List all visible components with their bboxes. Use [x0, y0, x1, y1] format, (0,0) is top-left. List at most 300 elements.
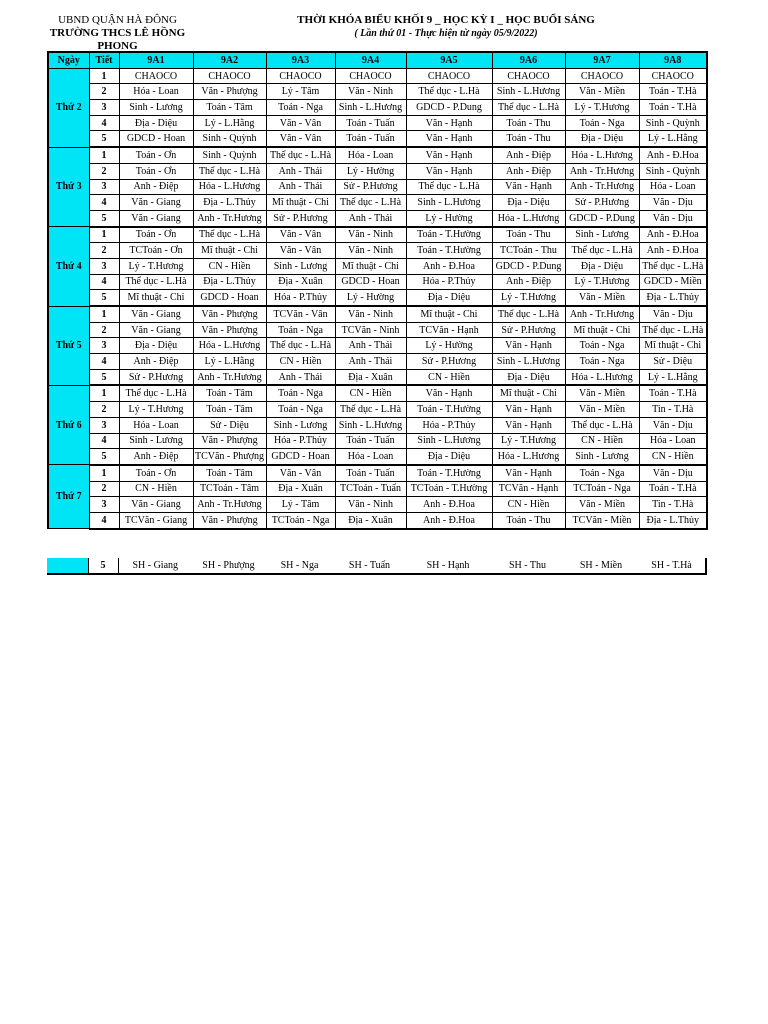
lesson-cell: Anh - Tr.Hương	[193, 497, 266, 513]
lesson-cell: Địa - Diệu	[119, 115, 193, 131]
lesson-cell: Sử - P.Hương	[565, 195, 639, 211]
lesson-cell: Sinh - Quỳnh	[193, 131, 266, 147]
lesson-cell: Lý - T.Hương	[492, 290, 565, 306]
lesson-cell: Toán - Nga	[565, 465, 639, 481]
lesson-cell: Văn - Ninh	[335, 306, 406, 322]
school-name: TRƯỜNG THCS LÊ HỒNG PHONG	[49, 27, 186, 52]
lesson-cell: Toán - Nga	[565, 338, 639, 354]
lesson-cell: Văn - Phượng	[193, 84, 266, 100]
lesson-cell: Địa - L.Thủy	[193, 274, 266, 290]
col-header-class: 9A8	[639, 52, 707, 68]
lesson-cell: Hóa - Loan	[119, 417, 193, 433]
day-cell-empty	[47, 558, 88, 574]
lesson-cell: Văn - Hạnh	[406, 163, 492, 179]
lesson-cell: Lý - T.Hương	[565, 100, 639, 116]
lesson-cell: CN - Hiền	[119, 481, 193, 497]
period-cell: 5	[89, 369, 119, 385]
lesson-cell: Toán - Nga	[565, 354, 639, 370]
lesson-cell: Anh - Điệp	[492, 274, 565, 290]
col-header-class: 9A3	[266, 52, 335, 68]
lesson-cell: Toán - Tâm	[193, 100, 266, 116]
lesson-cell: CHAOCO	[119, 68, 193, 84]
lesson-cell: Văn - Hạnh	[492, 338, 565, 354]
lesson-cell: TCToán - Nga	[266, 512, 335, 528]
lesson-cell: Toán - Tâm	[193, 465, 266, 481]
lesson-cell: Toán - Ơn	[119, 227, 193, 243]
lesson-cell: TCVăn - Ninh	[335, 322, 406, 338]
lesson-cell: Sử - P.Hương	[119, 369, 193, 385]
lesson-cell: Sinh - Quỳnh	[639, 115, 707, 131]
table-row	[48, 258, 707, 274]
lesson-cell: Sinh - L.Hương	[406, 195, 492, 211]
lesson-cell: Văn - Giang	[119, 306, 193, 322]
table-row	[48, 449, 707, 465]
lesson-cell: Toán - Ơn	[119, 147, 193, 163]
lesson-cell: Lý - T.Hương	[565, 274, 639, 290]
lesson-cell: Toán - Thu	[492, 131, 565, 147]
table-row	[48, 290, 707, 306]
period-cell: 3	[89, 179, 119, 195]
table-row	[48, 433, 707, 449]
period-cell: 2	[89, 243, 119, 259]
lesson-cell: Thể dục - L.Hà	[639, 322, 707, 338]
lesson-cell: Thể dục - L.Hà	[119, 274, 193, 290]
lesson-cell: Toán - T.Hà	[639, 84, 707, 100]
lesson-cell: CN - Hiền	[492, 497, 565, 513]
lesson-cell: Hóa - L.Hương	[492, 210, 565, 226]
lesson-cell: Văn - Giang	[119, 497, 193, 513]
lesson-cell: Văn - Dịu	[639, 210, 707, 226]
lesson-cell: Mĩ thuật - Chi	[565, 322, 639, 338]
lesson-cell: Văn - Hạnh	[406, 385, 492, 401]
lesson-cell: Sử - P.Hương	[266, 210, 335, 226]
period-cell: 3	[89, 417, 119, 433]
district-name: UBND QUẬN HÀ ĐÔNG	[58, 14, 177, 26]
header-row	[48, 52, 707, 68]
lesson-cell: Văn - Vân	[266, 465, 335, 481]
col-header-class: 9A5	[406, 52, 492, 68]
lesson-cell: TCVăn - Miền	[565, 512, 639, 528]
lesson-cell: TCToán - Tuấn	[335, 481, 406, 497]
lesson-cell: Mĩ thuật - Chi	[639, 338, 707, 354]
lesson-cell: Hóa - Loan	[639, 179, 707, 195]
lesson-cell: Văn - Giang	[119, 210, 193, 226]
lesson-cell: Văn - Phượng	[193, 306, 266, 322]
lesson-cell: Anh - Tr.Hương	[565, 163, 639, 179]
lesson-cell: Toán - T.Hường	[406, 402, 492, 418]
lesson-cell: Anh - Điệp	[492, 163, 565, 179]
lesson-cell: Sử - P.Hương	[492, 322, 565, 338]
school-header	[30, 14, 205, 53]
lesson-cell: TCToán - Nga	[565, 481, 639, 497]
lesson-cell: Địa - Diệu	[565, 131, 639, 147]
lesson-cell: TCVăn - Phượng	[193, 449, 266, 465]
lesson-cell: Văn - Phượng	[193, 512, 266, 528]
lesson-cell: Lý - Hường	[406, 338, 492, 354]
lesson-cell: Lý - L.Hằng	[639, 131, 707, 147]
lesson-cell: TCToán - Thu	[492, 243, 565, 259]
day-cell: Thứ 5	[48, 306, 89, 385]
lesson-cell: Địa - Xuân	[266, 481, 335, 497]
lesson-cell: Địa - Diệu	[565, 258, 639, 274]
period-cell: 5	[89, 210, 119, 226]
table-row	[48, 147, 707, 163]
lesson-cell: Sinh - L.Hương	[492, 84, 565, 100]
table-row	[48, 100, 707, 116]
lesson-cell: Văn - Phượng	[193, 322, 266, 338]
lesson-cell: Hóa - Loan	[335, 449, 406, 465]
lesson-cell: Văn - Phượng	[193, 433, 266, 449]
lesson-cell: Toán - T.Hường	[406, 243, 492, 259]
lesson-cell: Toán - T.Hà	[639, 100, 707, 116]
lesson-cell: Toán - Tâm	[193, 385, 266, 401]
period-cell: 1	[89, 68, 119, 84]
lesson-cell: Sinh - Quỳnh	[639, 163, 707, 179]
lesson-cell: Toán - Tuấn	[335, 115, 406, 131]
lesson-cell: Hóa - L.Hương	[565, 369, 639, 385]
lesson-cell: Hóa - Loan	[639, 433, 707, 449]
lesson-cell: Hóa - L.Hương	[565, 147, 639, 163]
lesson-cell: Tin - T.Hà	[639, 497, 707, 513]
lesson-cell: TCToán - Tâm	[193, 481, 266, 497]
lesson-cell: Văn - Miền	[565, 497, 639, 513]
lesson-cell: Anh - Tr.Hương	[193, 210, 266, 226]
table-row	[48, 179, 707, 195]
lesson-cell: Sinh - L.Hương	[406, 433, 492, 449]
lesson-cell: CN - Hiền	[406, 369, 492, 385]
lesson-cell: Hóa - P.Thủy	[266, 290, 335, 306]
table-row	[48, 227, 707, 243]
table-row	[48, 210, 707, 226]
period-cell: 1	[89, 306, 119, 322]
period-cell: 1	[89, 465, 119, 481]
lesson-cell: CN - Hiền	[639, 449, 707, 465]
lesson-cell: Mĩ thuật - Chi	[406, 306, 492, 322]
lesson-cell: SH - Nga	[265, 558, 334, 574]
lesson-cell: TCVăn - Hạnh	[492, 481, 565, 497]
lesson-cell: Hóa - P.Thủy	[266, 433, 335, 449]
lesson-cell: Sinh - Lương	[565, 227, 639, 243]
lesson-cell: Thể dục - L.Hà	[406, 179, 492, 195]
lesson-cell: Thể dục - L.Hà	[492, 100, 565, 116]
table-row	[48, 131, 707, 147]
lesson-cell: Văn - Miền	[565, 402, 639, 418]
col-header-class: 9A2	[193, 52, 266, 68]
lesson-cell: Lý - Hường	[335, 163, 406, 179]
lesson-cell: Anh - Đ.Hoa	[406, 497, 492, 513]
lesson-cell: Địa - Xuân	[335, 369, 406, 385]
lesson-cell: SH - Tuấn	[334, 558, 405, 574]
lesson-cell: Mĩ thuật - Chi	[335, 258, 406, 274]
lesson-cell: Anh - Thái	[266, 163, 335, 179]
period-cell: 2	[89, 322, 119, 338]
homeroom-row	[47, 558, 706, 574]
lesson-cell: Toán - Thu	[492, 512, 565, 528]
lesson-cell: Mĩ thuật - Chi	[193, 243, 266, 259]
lesson-cell: Toán - Tâm	[193, 402, 266, 418]
lesson-cell: Anh - Thái	[335, 210, 406, 226]
lesson-cell: TCToán - Ơn	[119, 243, 193, 259]
lesson-cell: Mĩ thuật - Chi	[492, 385, 565, 401]
lesson-cell: Văn - Dịu	[639, 465, 707, 481]
lesson-cell: Địa - L.Thủy	[639, 512, 707, 528]
lesson-cell: Thể dục - L.Hà	[193, 227, 266, 243]
lesson-cell: CHAOCO	[266, 68, 335, 84]
lesson-cell: Hóa - P.Thủy	[406, 417, 492, 433]
lesson-cell: Địa - Diệu	[492, 369, 565, 385]
lesson-cell: SH - Miền	[564, 558, 638, 574]
lesson-cell: Anh - Điệp	[119, 354, 193, 370]
lesson-cell: Văn - Dịu	[639, 417, 707, 433]
lesson-cell: Thể dục - L.Hà	[335, 195, 406, 211]
lesson-cell: Sinh - Lương	[266, 417, 335, 433]
lesson-cell: Văn - Ninh	[335, 497, 406, 513]
col-header-class: 9A7	[565, 52, 639, 68]
lesson-cell: Lý - Tâm	[266, 497, 335, 513]
lesson-cell: Toán - T.Hà	[639, 385, 707, 401]
lesson-cell: Địa - L.Thủy	[193, 195, 266, 211]
lesson-cell: CHAOCO	[335, 68, 406, 84]
lesson-cell: Lý - T.Hương	[119, 402, 193, 418]
lesson-cell: Hóa - L.Hương	[193, 179, 266, 195]
lesson-cell: Văn - Hạnh	[406, 115, 492, 131]
lesson-cell: Anh - Điệp	[492, 147, 565, 163]
lesson-cell: Toán - Ơn	[119, 465, 193, 481]
lesson-cell: Anh - Điệp	[119, 449, 193, 465]
lesson-cell: Văn - Ninh	[335, 243, 406, 259]
day-cell: Thứ 3	[48, 147, 89, 226]
lesson-cell: Lý - L.Hằng	[639, 369, 707, 385]
lesson-cell: Văn - Vân	[266, 227, 335, 243]
lesson-cell: SH - Phượng	[192, 558, 265, 574]
lesson-cell: CN - Hiền	[266, 354, 335, 370]
lesson-cell: Toán - Nga	[266, 322, 335, 338]
lesson-cell: Văn - Giang	[119, 195, 193, 211]
lesson-cell: Văn - Miền	[565, 290, 639, 306]
lesson-cell: Mĩ thuật - Chi	[266, 195, 335, 211]
lesson-cell: Văn - Hạnh	[406, 131, 492, 147]
lesson-cell: Văn - Ninh	[335, 84, 406, 100]
lesson-cell: Thể dục - L.Hà	[406, 84, 492, 100]
table-row	[48, 402, 707, 418]
lesson-cell: GDCD - P.Dung	[565, 210, 639, 226]
lesson-cell: Toán - T.Hà	[639, 481, 707, 497]
table-row	[48, 481, 707, 497]
lesson-cell: Anh - Thái	[335, 354, 406, 370]
lesson-cell: Anh - Đ.Hoa	[639, 243, 707, 259]
table-row	[48, 512, 707, 528]
lesson-cell: Sinh - Lương	[565, 449, 639, 465]
lesson-cell: CHAOCO	[193, 68, 266, 84]
lesson-cell: Thể dục - L.Hà	[565, 243, 639, 259]
lesson-cell: Anh - Thái	[335, 338, 406, 354]
lesson-cell: CN - Hiền	[565, 433, 639, 449]
col-header-day: Ngày	[48, 52, 89, 68]
lesson-cell: Anh - Tr.Hương	[193, 369, 266, 385]
lesson-cell: GDCD - Hoan	[119, 131, 193, 147]
lesson-cell: Toán - T.Hường	[406, 465, 492, 481]
lesson-cell: CHAOCO	[492, 68, 565, 84]
lesson-cell: Toán - Nga	[565, 115, 639, 131]
lesson-cell: Sinh - L.Hương	[492, 354, 565, 370]
lesson-cell: Thể dục - L.Hà	[492, 306, 565, 322]
lesson-cell: Sinh - Lương	[119, 433, 193, 449]
lesson-cell: Hóa - Loan	[119, 84, 193, 100]
lesson-cell: SH - Giang	[118, 558, 192, 574]
table-row	[48, 195, 707, 211]
period-cell: 1	[89, 227, 119, 243]
period-cell: 1	[89, 385, 119, 401]
table-row	[48, 115, 707, 131]
period-cell: 4	[89, 433, 119, 449]
lesson-cell: SH - Hạnh	[405, 558, 491, 574]
lesson-cell: Sinh - L.Hương	[335, 100, 406, 116]
lesson-cell: Văn - Hạnh	[406, 147, 492, 163]
lesson-cell: Toán - Tuấn	[335, 465, 406, 481]
lesson-cell: Văn - Vân	[266, 115, 335, 131]
day-cell: Thứ 4	[48, 227, 89, 306]
lesson-cell: Địa - Diệu	[406, 290, 492, 306]
period-cell: 4	[89, 195, 119, 211]
lesson-cell: Địa - Xuân	[266, 274, 335, 290]
lesson-cell: Sử - P.Hương	[335, 179, 406, 195]
col-header-class: 9A1	[119, 52, 193, 68]
lesson-cell: Toán - Nga	[266, 402, 335, 418]
period-cell: 4	[89, 512, 119, 528]
period-cell: 1	[89, 147, 119, 163]
lesson-cell: Lý - Tâm	[266, 84, 335, 100]
lesson-cell: Địa - L.Thủy	[639, 290, 707, 306]
lesson-cell: Mĩ thuật - Chi	[119, 290, 193, 306]
lesson-cell: Sinh - Lương	[266, 258, 335, 274]
period-cell: 2	[89, 163, 119, 179]
lesson-cell: Toán - T.Hường	[406, 227, 492, 243]
period-cell: 2	[89, 84, 119, 100]
period-cell: 4	[89, 274, 119, 290]
lesson-cell: Văn - Vân	[266, 243, 335, 259]
lesson-cell: Địa - Diệu	[406, 449, 492, 465]
lesson-cell: Toán - Nga	[266, 385, 335, 401]
lesson-cell: GDCD - Miền	[639, 274, 707, 290]
lesson-cell: CN - Hiền	[193, 258, 266, 274]
lesson-cell: CN - Hiền	[335, 385, 406, 401]
table-row	[48, 243, 707, 259]
day-cell: Thứ 2	[48, 68, 89, 147]
lesson-cell: Văn - Dịu	[639, 306, 707, 322]
lesson-cell: Toán - Ơn	[119, 163, 193, 179]
lesson-cell: Toán - Tuấn	[335, 433, 406, 449]
lesson-cell: Sinh - Quỳnh	[193, 147, 266, 163]
lesson-cell: Văn - Hạnh	[492, 402, 565, 418]
table-row	[48, 163, 707, 179]
schedule-header	[246, 14, 646, 40]
lesson-cell: GDCD - Hoan	[193, 290, 266, 306]
lesson-cell: Anh - Tr.Hương	[565, 179, 639, 195]
lesson-cell: Văn - Giang	[119, 322, 193, 338]
period-cell: 3	[89, 338, 119, 354]
lesson-cell: Thể dục - L.Hà	[639, 258, 707, 274]
table-row	[48, 68, 707, 84]
period-cell: 3	[89, 497, 119, 513]
lesson-cell: Anh - Đ.Hoa	[639, 147, 707, 163]
lesson-cell: Thể dục - L.Hà	[266, 338, 335, 354]
lesson-cell: Sinh - L.Hương	[335, 417, 406, 433]
lesson-cell: SH - Thu	[491, 558, 564, 574]
lesson-cell: Lý - Hường	[406, 210, 492, 226]
lesson-cell: CHAOCO	[639, 68, 707, 84]
lesson-cell: Anh - Điệp	[119, 179, 193, 195]
lesson-cell: Anh - Đ.Hoa	[639, 227, 707, 243]
period-cell: 5	[88, 558, 118, 574]
lesson-cell: Địa - Diệu	[119, 338, 193, 354]
table-row	[48, 465, 707, 481]
lesson-cell: TCVăn - Hạnh	[406, 322, 492, 338]
lesson-cell: Lý - L.Hằng	[193, 115, 266, 131]
lesson-cell: Sinh - Lương	[119, 100, 193, 116]
table-row	[48, 306, 707, 322]
lesson-cell: CHAOCO	[565, 68, 639, 84]
lesson-cell: Văn - Miền	[565, 385, 639, 401]
lesson-cell: Anh - Thái	[266, 369, 335, 385]
lesson-cell: Văn - Vân	[266, 131, 335, 147]
lesson-cell: Hóa - Loan	[335, 147, 406, 163]
period-cell: 4	[89, 115, 119, 131]
lesson-cell: GDCD - Hoan	[335, 274, 406, 290]
table-row	[48, 385, 707, 401]
lesson-cell: Sử - P.Hương	[406, 354, 492, 370]
period-cell: 5	[89, 449, 119, 465]
schedule-subtitle: ( Lần thứ 01 - Thực hiện từ ngày 05/9/2022)	[354, 28, 538, 39]
table-row	[48, 417, 707, 433]
lesson-cell: TCVăn - Vân	[266, 306, 335, 322]
lesson-cell: Anh - Đ.Hoa	[406, 512, 492, 528]
lesson-cell: Địa - Diệu	[492, 195, 565, 211]
lesson-cell: Lý - L.Hằng	[193, 354, 266, 370]
period-cell: 2	[89, 402, 119, 418]
timetable	[47, 51, 708, 530]
lesson-cell: Sử - Diệu	[639, 354, 707, 370]
lesson-cell: TCToán - T.Hường	[406, 481, 492, 497]
day-cell: Thứ 7	[48, 465, 89, 529]
table-row	[48, 322, 707, 338]
lesson-cell: Tin - T.Hà	[639, 402, 707, 418]
lesson-cell: Thể dục - L.Hà	[565, 417, 639, 433]
lesson-cell: Toán - Thu	[492, 115, 565, 131]
lesson-cell: CHAOCO	[406, 68, 492, 84]
lesson-cell: Thể dục - L.Hà	[335, 402, 406, 418]
lesson-cell: Toán - Nga	[266, 100, 335, 116]
lesson-cell: Thể dục - L.Hà	[119, 385, 193, 401]
lesson-cell: Địa - Xuân	[335, 512, 406, 528]
lesson-cell: Văn - Ninh	[335, 227, 406, 243]
lesson-cell: Lý - T.Hương	[492, 433, 565, 449]
lesson-cell: Toán - Thu	[492, 227, 565, 243]
lesson-cell: Hóa - L.Hương	[193, 338, 266, 354]
lesson-cell: Anh - Đ.Hoa	[406, 258, 492, 274]
period-cell: 5	[89, 131, 119, 147]
lesson-cell: SH - T.Hà	[638, 558, 706, 574]
lesson-cell: GDCD - P.Dung	[406, 100, 492, 116]
period-cell: 2	[89, 481, 119, 497]
lesson-cell: Hóa - P.Thủy	[406, 274, 492, 290]
table-row	[48, 338, 707, 354]
lesson-cell: Anh - Tr.Hương	[565, 306, 639, 322]
lesson-cell: Văn - Dịu	[639, 195, 707, 211]
lesson-cell: Lý - Hường	[335, 290, 406, 306]
lesson-cell: Lý - T.Hương	[119, 258, 193, 274]
lesson-cell: TCVăn - Giang	[119, 512, 193, 528]
lesson-cell: Văn - Miền	[565, 84, 639, 100]
